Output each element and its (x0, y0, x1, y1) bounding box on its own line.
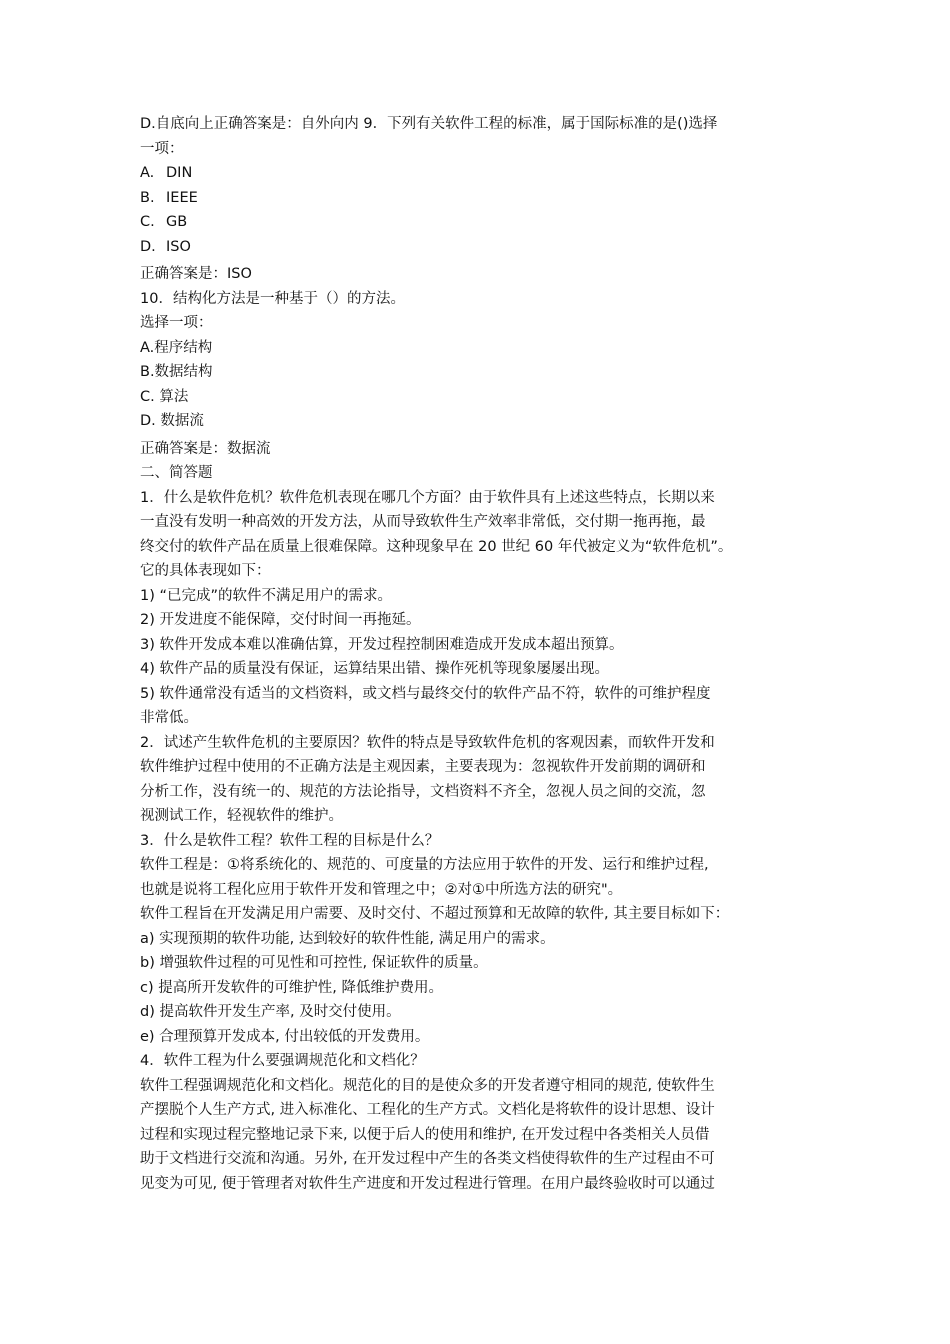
q9-option-a (140, 161, 830, 186)
q10-option-b: B.数据结构 (140, 364, 213, 380)
q9-option-c-text: GB (166, 214, 188, 230)
q10-prompt: 选择一项： (140, 315, 213, 331)
s4-line: 见变为可见, 便于管理者对软件生产进度和开发过程进行管理。在用户最终验收时可以通过 (140, 1175, 715, 1192)
s2-line: 2．试述产生软件危机的主要原因？软件的特点是导致软件危机的客观因素，而软件开发和 (140, 734, 715, 751)
q9-option-d (140, 235, 830, 260)
s2-line: 软件维护过程中使用的不正确方法是主观因素，主要表现为：忽视软件开发前期的调研和 (140, 759, 706, 775)
s3-line: 软件工程是：①将系统化的、规范的、可度量的方法应用于软件的开发、运行和维护过程, (140, 857, 709, 873)
s1-line: 1．什么是软件危机？软件危机表现在哪几个方面？由于软件具有上述这些特点，长期以来 (140, 489, 715, 506)
q9-option-b-key: B. (140, 189, 155, 206)
q9-option-c-key: C. (140, 214, 155, 230)
s4-line: 过程和实现过程完整地记录下来, 以便于后人的使用和维护, 在开发过程中各类相关人员借 (140, 1126, 710, 1143)
s3-list-item: c) 提高所开发软件的可维护性, 降低维护费用。 (140, 979, 443, 996)
q9-option-d-key: D. (140, 238, 156, 255)
s4-line: 软件工程强调规范化和文档化。规范化的目的是使众多的开发者遵守相同的规范, 使软件生 (140, 1077, 715, 1094)
q9-answer: 正确答案是：ISO (140, 266, 252, 282)
q10-question: 10．结构化方法是一种基于（）的方法。 (140, 290, 405, 307)
s2-line: 视测试工作，轻视软件的维护。 (140, 808, 343, 824)
s4-question: 4．软件工程为什么要强调规范化和文档化？ (140, 1053, 425, 1069)
q9-option-c (140, 210, 830, 235)
s2-line: 分析工作，没有统一的、规范的方法论指导，文档资料不齐全，忽视人员之间的交流，忽 (140, 783, 706, 800)
s1-list-item: 3) 软件开发成本难以准确估算，开发过程控制困难造成开发成本超出预算。 (140, 636, 624, 653)
q9-option-b-text: IEEE (166, 189, 198, 206)
s1-list-item: 2) 开发进度不能保障，交付时间一再拖延。 (140, 612, 421, 628)
s3-list-item: a) 实现预期的软件功能, 达到较好的软件性能, 满足用户的需求。 (140, 930, 555, 947)
s3-list-item: e) 合理预算开发成本, 付出较低的开发费用。 (140, 1028, 430, 1045)
s3-line: 也就是说将工程化应用于软件开发和管理之中；②对①中所选方法的研究"。 (140, 881, 623, 898)
s1-list-item: 5) 软件通常没有适当的文档资料，或文档与最终交付的软件产品不符，软件的可维护程度 (140, 685, 711, 702)
s4-line: 助于文档进行交流和沟通。另外, 在开发过程中产生的各类文档使得软件的生产过程由不可 (140, 1151, 715, 1167)
q10-option-d: D. 数据流 (140, 413, 204, 429)
s3-list-item: d) 提高软件开发生产率, 及时交付使用。 (140, 1004, 401, 1020)
s3-list-item: b) 增强软件过程的可见性和可控性, 保证软件的质量。 (140, 955, 488, 971)
s1-list-item: 4) 软件产品的质量没有保证，运算结果出错、操作死机等现象屡屡出现。 (140, 661, 609, 677)
document-page (140, 112, 830, 1196)
q10-option-c: C. 算法 (140, 388, 189, 405)
q9-option-b (140, 186, 830, 211)
s1-list-item: 1) “已完成”的软件不满足用户的需求。 (140, 587, 393, 604)
s3-line: 软件工程旨在开发满足用户需要、及时交付、不超过预算和无故障的软件, 其主要目标如下： (140, 906, 730, 922)
s1-line: 一直没有发明一种高效的开发方法，从而导致软件生产效率非常低，交付期一拖再拖，最 (140, 514, 706, 530)
q10-answer: 正确答案是：数据流 (140, 440, 271, 457)
q9-lead-line1: D.自底向上正确答案是：自外向内 9．下列有关软件工程的标准，属于国际标准的是()选择 (140, 116, 718, 132)
q9-option-d-text: ISO (166, 238, 191, 255)
s1-line: 非常低。 (140, 710, 198, 726)
q9-lead-line2: 一项： (140, 140, 184, 157)
s3-question: 3．什么是软件工程？软件工程的目标是什么？ (140, 832, 440, 849)
s4-line: 产摆脱个人生产方式, 进入标准化、工程化的生产方式。文档化是将软件的设计思想、设计 (140, 1102, 715, 1118)
q9-option-a-key: A. (140, 165, 155, 181)
q9-option-a-text: DIN (166, 165, 193, 181)
q10-option-a: A.程序结构 (140, 339, 213, 356)
section-title: 二、简答题 (140, 465, 213, 481)
s1-line: 终交付的软件产品在质量上很难保障。这种现象早在 20 世纪 60 年代被定义为“软件危机”。 (140, 538, 733, 555)
s1-line: 它的具体表现如下： (140, 563, 271, 579)
